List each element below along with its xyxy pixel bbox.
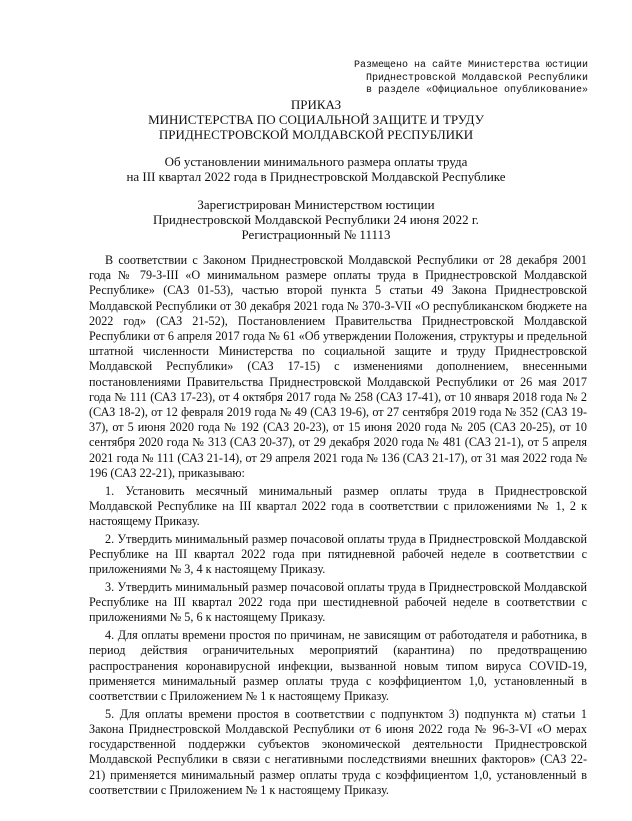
registration-info — [0, 197, 632, 243]
document-subject — [0, 154, 632, 184]
clause-4-paragraph: 4. Для оплаты времени простоя по причинам, не зависящим от работодателя и работника, в период действия ограничительных мероприятий (карантина) по предотвращению распространения коронавирусной инфекции, вызванной новым типом вируса COVID-19, применяется минимальный размер оплаты труда с коэффициентом 1,0, установленный в соответствии с Приложением № 1 к настоящему Приказу. — [89, 628, 587, 704]
clause-2-paragraph: 2. Утвердить минимальный размер почасовой оплаты труда в Приднестровской Молдавской Республике на III квартал 2022 года при пятидневной рабочей неделе в соответствии с приложениями № 3, 4 к настоящему Приказу. — [89, 531, 587, 577]
registration-line: Зарегистрирован Министерством юстиции — [197, 197, 435, 212]
subject-line: на III квартал 2022 года в Приднестровской Молдавской Республике — [126, 169, 506, 185]
clause-1-paragraph: 1. Установить месячный минимальный размер оплаты труда в Приднестровской Молдавской Республике на III квартал 2022 года в соответствии с приложениями № 1, 2 к настоящему Приказу. — [89, 483, 587, 529]
document-title — [0, 97, 632, 143]
clause-5-paragraph: 5. Для оплаты времени простоя в соответствии с подпунктом 3) подпункта м) статьи 1 Закона Приднестровской Молдавской Республики от 6 июня 2022 года № 96-З-VI «О мерах государственной поддержки субъектов экономической деятельности Приднестровской Молдавской Республики в связи с негативными последствиями внешних факторов» (САЗ 22-21) применяется минимальный размер оплаты труда с коэффициентом 1,0, установленный в соответствии с Приложением № 1 к настоящему Приказу. — [89, 706, 587, 797]
title-line: ПРИКАЗ — [290, 97, 342, 112]
subject-line: Об установлении минимального размера оплаты труда — [164, 154, 468, 169]
title-line: ПРИДНЕСТРОВСКОЙ МОЛДАВСКОЙ РЕСПУБЛИКИ — [158, 127, 474, 143]
notice-line: в разделе «Официальное опубликование» — [365, 85, 588, 96]
registration-line: Регистрационный № 11113 — [241, 227, 391, 243]
notice-line: Размещено на сайте Министерства юстиции — [353, 60, 588, 71]
clause-3-paragraph: 3. Утвердить минимальный размер почасовой оплаты труда в Приднестровской Молдавской Республике на III квартал 2022 года при шестидневной рабочей неделе в соответствии с приложениями № 5, 6 к настоящему Приказу. — [89, 580, 587, 625]
notice-line: Приднестровской Молдавской Республики — [365, 72, 588, 84]
publication-notice — [354, 60, 588, 98]
registration-line: Приднестровской Молдавской Республики 24 июня 2022 г. — [153, 212, 479, 228]
title-line: МИНИСТЕРСТВА ПО СОЦИАЛЬНОЙ ЗАЩИТЕ И ТРУДУ — [148, 112, 484, 128]
document-body — [89, 253, 587, 801]
preamble-paragraph: В соответствии с Законом Приднестровской Молдавской Республики от 28 декабря 2001 года № 79-З-III «О минимальном размере оплаты труда в Приднестровской Молдавской Республике» (САЗ 01-53), частью второй пункта 5 статьи 49 Закона Приднестровской Молдавской Республики от 30 декабря 2021 года № 370-З-VII «О республиканском бюджете на 2022 год» (САЗ 21-52), Постановлением Правительства Приднестровской Молдавской Республики от 6 апреля 2017 года № 61 «Об утверждении Положения, структуры и предельной штатной численности Министерства по социальной защите и труду Приднестровской Молдавской Республики» (САЗ 17-15) с изменениями дополнением, внесенными постановлениями Правительства Приднестровской Молдавской Республики от 26 мая 2017 года № 111 (САЗ 17-23), от 4 октября 2017 года № 258 (САЗ 17-41), от 10 января 2018 года № 2 (САЗ 18-2), от 12 февраля 2019 года № 49 (САЗ 19-6), от 27 сентября 2019 года № 352 (САЗ 19-37), от 5 июня 2020 года № 192 (САЗ 20-23), от 15 июня 2020 года № 205 (САЗ 20-25), от 10 сентября 2020 года № 313 (САЗ 20-37), от 29 декабря 2020 года № 481 (САЗ 21-1), от 5 апреля 2021 года № 111 (САЗ 21-14), от 29 апреля 2021 года № 136 (САЗ 21-17), от 31 мая 2022 года № 196 (САЗ 22-21), приказываю: — [89, 253, 587, 480]
